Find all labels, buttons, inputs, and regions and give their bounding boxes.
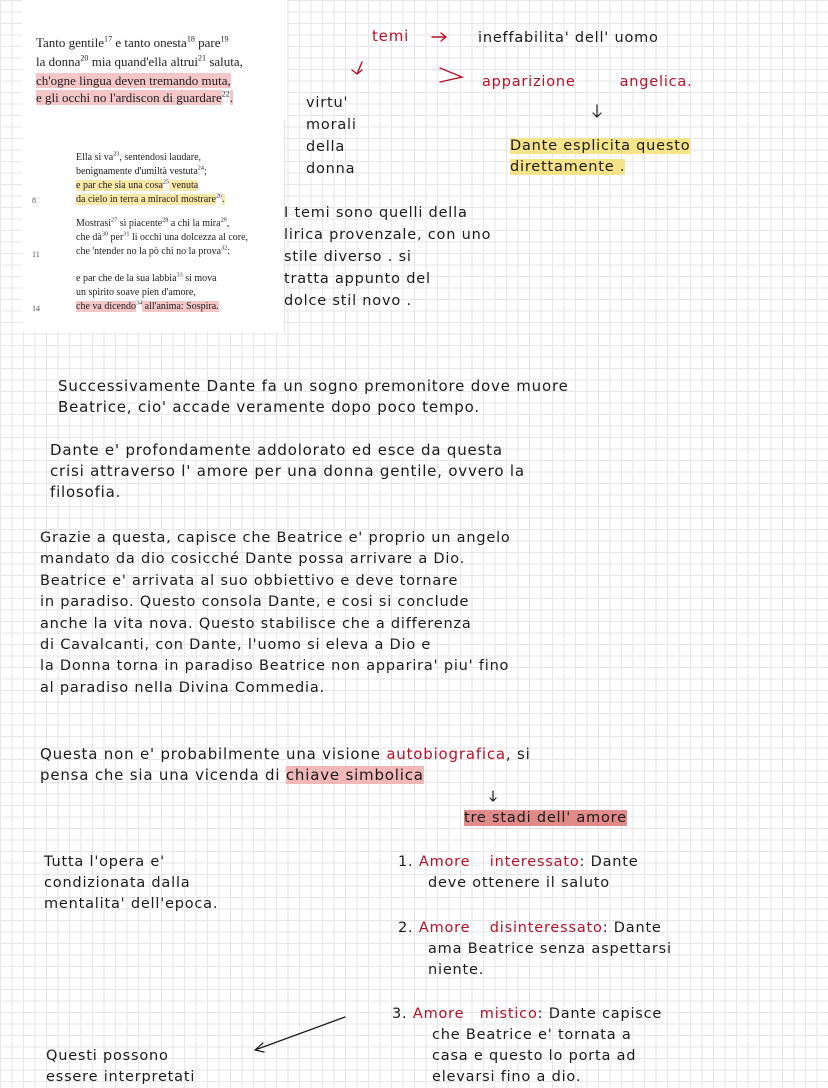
note-esplicita: Dante esplicita questo direttamente .	[510, 138, 691, 175]
verse-text: per	[108, 232, 124, 243]
verse-text: pare	[194, 35, 221, 50]
note-tre-stadi: tre stadi dell' amore	[464, 810, 627, 826]
footnote-marker: 25	[162, 178, 170, 186]
note-apparizione: apparizione angelica.	[482, 74, 693, 90]
arrow-right-icon	[440, 68, 462, 82]
poem-verse	[76, 217, 229, 230]
note-temi-lirica: I temi sono quelli della lirica provenzale, con uno stile diverso . si tratta appunto del dolce stil novo .	[284, 205, 492, 309]
footnote-marker: 27	[111, 216, 118, 224]
verse-number: 8	[32, 196, 36, 205]
verse-text: all'anima: Sospira.	[142, 301, 219, 312]
verse-number: 14	[32, 304, 40, 313]
poem-verse	[76, 300, 219, 313]
arrow-left-icon	[255, 1017, 345, 1052]
poem-verse	[76, 193, 225, 206]
footnote-marker: 19	[220, 34, 229, 44]
verse-text: e tanto onesta	[112, 35, 187, 50]
verse-text: la donna	[36, 54, 81, 69]
footnote-marker: 21	[198, 53, 207, 63]
poem-verse	[76, 286, 196, 299]
verse-text: Tanto gentile	[36, 35, 105, 50]
verse-text: sì piacente	[117, 218, 163, 229]
verse-text: mia quand'ella altrui	[88, 54, 199, 69]
verse-text: Mostrasi	[76, 218, 111, 229]
verse-text: e gli occhi no l'ardiscon di guardare	[36, 90, 222, 105]
poem-excerpt-top	[22, 0, 287, 120]
footnote-marker: 32	[221, 244, 228, 252]
verse-text: che va dicendo	[76, 301, 136, 312]
verse-text: .	[222, 194, 225, 205]
verse-text: li occhi una dolcezza al core,	[129, 232, 249, 243]
poem-verse	[76, 151, 201, 164]
verse-text: .	[229, 90, 234, 105]
poem-verse	[36, 88, 233, 108]
verse-text: e par che de la sua labbia	[76, 273, 177, 284]
note-ineffabilita: ineffabilita' dell' uomo	[478, 30, 659, 46]
poem-excerpt-bottom	[22, 120, 285, 332]
footnote-marker: 31	[123, 230, 130, 238]
note-virtu-morali: virtu' morali della donna	[306, 95, 357, 177]
list-item-amore-mistico: 3. Amore mistico: Dante capisce che Beatrice e' tornata a casa e questo lo porta ad elevarsi fino a dio.	[392, 1006, 663, 1085]
verse-text: , sentendosi laudare,	[119, 152, 202, 163]
verse-text: ;	[203, 166, 207, 177]
arrow-down-icon	[593, 105, 601, 117]
poem-verse	[76, 272, 217, 285]
verse-text: da cielo in terra a miracol mostrare	[76, 194, 216, 205]
arrow-right-icon	[432, 33, 446, 41]
note-questi-possono: Questi possono essere interpretati	[46, 1048, 196, 1085]
verse-text: :	[227, 246, 231, 257]
paragraph-visione: Questa non e' probabilmente una visione autobiografica, si pensa che sia una vicenda di chiave simbolica	[40, 745, 531, 784]
verse-text: saluta,	[206, 54, 243, 69]
verse-text: un spirito soave pien d'amore,	[76, 287, 196, 298]
footnote-marker: 17	[104, 34, 113, 44]
footnote-marker: 23	[113, 150, 120, 158]
footnote-marker: 18	[186, 34, 195, 44]
poem-verse	[76, 231, 248, 244]
poem-verse	[76, 165, 207, 178]
verse-text: benignamente d'umiltà vestuta	[76, 166, 198, 177]
verse-text: ,	[226, 218, 230, 229]
verse-text: ch'ogne lingua deven tremando muta,	[36, 73, 231, 88]
list-item-amore-disinteressato: 2. Amore disinteressato: Dante ama Beatrice senza aspettarsi niente.	[398, 920, 672, 978]
verse-text: a chi la mira	[168, 218, 221, 229]
footnote-marker: 22	[221, 89, 230, 99]
footnote-marker: 28	[162, 216, 169, 224]
verse-text: che dà	[76, 232, 102, 243]
footnote-marker: 26	[215, 192, 223, 200]
list-item-amore-interessato: 1. Amore interessato: Dante deve ottenere il saluto	[398, 854, 639, 891]
verse-text: si mova	[182, 273, 217, 284]
verse-text: venuta	[169, 180, 199, 191]
poem-verse	[76, 245, 230, 258]
arrow-down-icon	[490, 791, 496, 801]
note-tutta-opera: Tutta l'opera e' condizionata dalla mentalita' dell'epoca.	[44, 854, 219, 912]
footnote-marker: 20	[80, 53, 89, 63]
note-temi: temi	[372, 27, 410, 45]
paragraph-angelo: Grazie a questa, capisce che Beatrice e' proprio un angelo mandato da dio cosicché Dante possa arrivare a Dio. Beatrice e' arrivata al suo obbiettivo e deve tornare in paradiso. Questo consola Dante, e cosi si conclude anche la vita nova. Questo stabilisce che a differenza di Cavalcanti, con Dante, l'uomo si eleva a Dio e la Donna torna in paradiso Beatrice non apparira' piu' fino al paradiso nella Divina Commedia.	[40, 530, 511, 696]
verse-text: e par che sia una cosa	[76, 180, 163, 191]
verse-text: che 'ntender no la pò chi no la prova	[76, 246, 222, 257]
poem-verse	[76, 179, 198, 192]
footnote-marker: 29	[220, 216, 227, 224]
verse-text: Ella si va	[76, 152, 114, 163]
poem-verse	[36, 52, 243, 72]
paragraph-filosofia: Dante e' profondamente addolorato ed esce da questa crisi attraverso l' amore per una donna gentile, ovvero la filosofia.	[50, 441, 525, 501]
poem-verse	[36, 33, 229, 53]
footnote-marker: 30	[101, 230, 109, 238]
footnote-marker: 34	[135, 299, 143, 307]
footnote-marker: 33	[176, 271, 183, 279]
arrow-down-icon	[352, 62, 362, 74]
verse-number: 11	[32, 250, 40, 259]
footnote-marker: 24	[197, 164, 204, 172]
paragraph-sogno: Successivamente Dante fa un sogno premonitore dove muore Beatrice, cio' accade veramente dopo poco tempo.	[58, 377, 569, 416]
